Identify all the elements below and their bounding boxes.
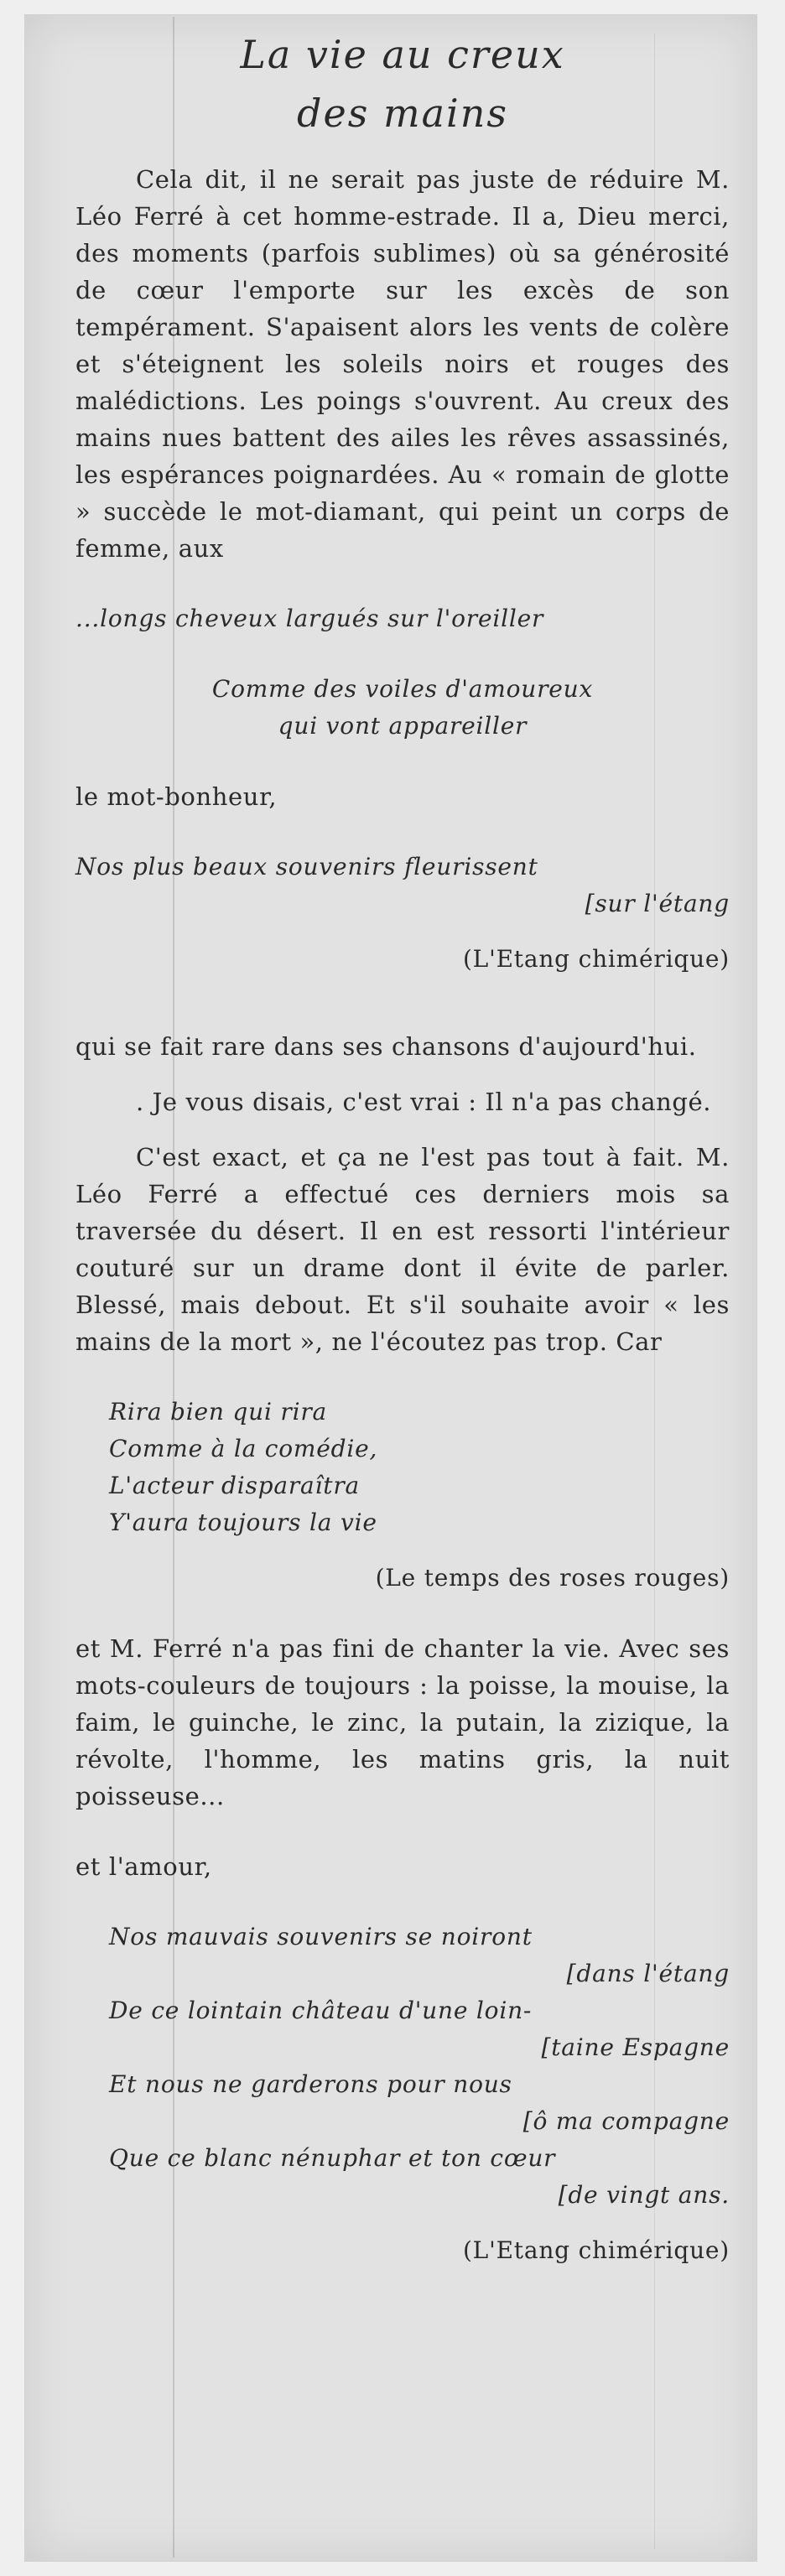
et-amour: et l'amour, <box>75 1852 212 1881</box>
verse-2-line-2: [sur l'étang <box>585 890 730 917</box>
verse-3-line-2: Comme à la comédie, <box>109 1435 378 1462</box>
verse-3-line-4: Y'aura toujours la vie <box>109 1509 377 1536</box>
verse-4-line-1: Nos mauvais souvenirs se noiront <box>109 1923 533 1950</box>
verse-4-line-5: Et nous ne garderons pour nous <box>109 2070 512 2098</box>
paragraph-3: . Je vous disais, c'est vrai : Il n'a pas changé. <box>136 1088 712 1116</box>
verse-4-line-3: De ce lointain château d'une loin- <box>109 1997 533 2024</box>
verse-1-line-2: Comme des voiles d'amoureux <box>211 675 594 703</box>
verse-2-line-1: Nos plus beaux souvenirs fleurissent <box>75 853 538 880</box>
mot-bonheur: le mot-bonheur, <box>75 782 278 811</box>
paragraph-4: C'est exact, et ça ne l'est pas tout à fait. M. Léo Ferré a effectué ces derniers mois sa traversée du désert. Il en est ressorti l'intérieur couturé sur un drame dont il évite de parler. Blessé, mais debout. Et s'il souhaite avoir « les mains de la mort », ne l'écoutez pas trop. Car <box>75 1143 730 1356</box>
verse-1-line-3: qui vont appareiller <box>278 712 528 740</box>
title-line-2: des mains <box>297 91 508 136</box>
article <box>75 25 730 2269</box>
verse-4-line-7: Que ce blanc nénuphar et ton cœur <box>109 2144 556 2172</box>
verse-4-line-2: [dans l'étang <box>566 1960 730 1987</box>
verse-3-line-3: L'acteur disparaîtra <box>109 1472 361 1499</box>
title-line-1: La vie au creux <box>240 32 565 77</box>
verse-4-line-4: [taine Espagne <box>541 2033 730 2061</box>
paragraph-1: Cela dit, il ne serait pas juste de réduire M. Léo Ferré à cet homme-estrade. Il a, Dieu merci, des moments (parfois sublimes) où sa générosité de cœur l'emporte sur les excès de son tempérament. S'apaisent alors les vents de colère et s'éteignent les soleils noirs et rouges des malédictions. Les poings s'ouvrent. Au creux des mains nues battent des ailes les rêves assassinés, les espérances poignardées. Au « romain de glotte » succède le mot-diamant, qui peint un corps de femme, aux <box>75 165 730 563</box>
verse-4-line-8: [de vingt ans. <box>558 2181 730 2209</box>
verse-4-citation: (L'Etang chimérique) <box>462 2236 730 2264</box>
verse-3-line-1: Rira bien qui rira <box>109 1398 328 1426</box>
verse-1-line-1: ...longs cheveux largués sur l'oreiller <box>75 605 544 632</box>
verse-3-citation: (Le temps des roses rouges) <box>375 1564 730 1592</box>
verse-2-citation: (L'Etang chimérique) <box>462 945 730 973</box>
paragraph-2: qui se fait rare dans ses chansons d'aujourd'hui. <box>75 1032 697 1061</box>
verse-4-line-6: [ô ma compagne <box>522 2107 730 2135</box>
paragraph-5: et M. Ferré n'a pas fini de chanter la vie. Avec ses mots-couleurs de toujours : la poisse, la mouise, la faim, le guinche, le zinc, la putain, la zizique, la révolte, l'homme, les matins gris, la nuit poisseuse... <box>75 1634 730 1810</box>
article-title <box>75 25 730 143</box>
